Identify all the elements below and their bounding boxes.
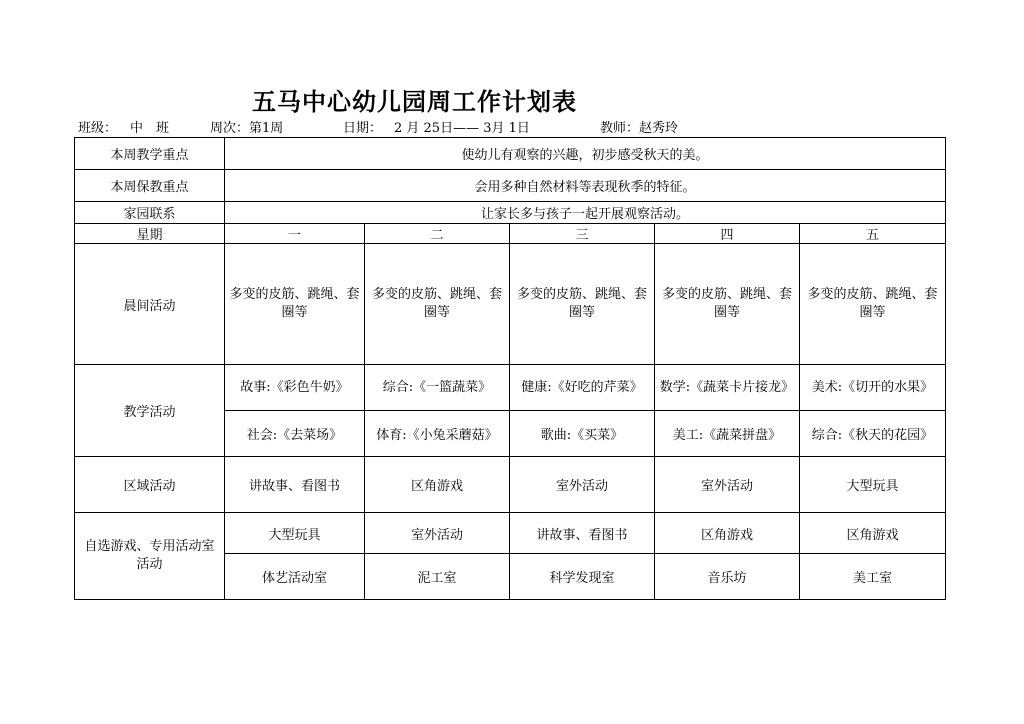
free-play-cell: 讲故事、看图书 bbox=[510, 513, 655, 554]
morning-cell: 多变的皮筋、跳绳、套圈等 bbox=[225, 244, 365, 365]
week-label: 周次：第1周 bbox=[210, 121, 284, 136]
teaching-cell: 故事:《彩色牛奶》 bbox=[225, 365, 365, 411]
table-row bbox=[75, 244, 946, 365]
home-contact-value: 让家长多与孩子一起开展观察活动。 bbox=[225, 202, 946, 224]
teaching-cell: 美术:《切开的水果》 bbox=[800, 365, 946, 411]
table-row bbox=[75, 170, 946, 202]
free-play-cell: 区角游戏 bbox=[800, 513, 946, 554]
teaching-cell: 综合:《一篮蔬菜》 bbox=[365, 365, 510, 411]
free-play-cell: 泥工室 bbox=[365, 554, 510, 600]
teaching-cell: 健康:《好吃的芹菜》 bbox=[510, 365, 655, 411]
free-play-cell: 美工室 bbox=[800, 554, 946, 600]
class-label: 班级： bbox=[78, 121, 118, 136]
teaching-cell: 社会:《去菜场》 bbox=[225, 411, 365, 457]
free-play-cell: 室外活动 bbox=[365, 513, 510, 554]
weekday-2: 二 bbox=[365, 224, 510, 244]
free-play-cell: 区角游戏 bbox=[655, 513, 800, 554]
page-title: 五马中心幼儿园周工作计划表 bbox=[252, 88, 577, 116]
teaching-cell: 综合:《秋天的花园》 bbox=[800, 411, 946, 457]
weekday-3: 三 bbox=[510, 224, 655, 244]
area-cell: 室外活动 bbox=[510, 457, 655, 513]
area-cell: 区角游戏 bbox=[365, 457, 510, 513]
teaching-focus-value: 使幼儿有观察的兴趣，初步感受秋天的美。 bbox=[225, 138, 946, 170]
free-play-cell: 体艺活动室 bbox=[225, 554, 365, 600]
free-play-cell: 科学发现室 bbox=[510, 554, 655, 600]
teaching-cell: 歌曲:《买菜》 bbox=[510, 411, 655, 457]
free-play-cell: 大型玩具 bbox=[225, 513, 365, 554]
weekday-header-label: 星期 bbox=[75, 224, 225, 244]
weekday-4: 四 bbox=[655, 224, 800, 244]
morning-cell: 多变的皮筋、跳绳、套圈等 bbox=[365, 244, 510, 365]
morning-cell: 多变的皮筋、跳绳、套圈等 bbox=[800, 244, 946, 365]
morning-cell: 多变的皮筋、跳绳、套圈等 bbox=[655, 244, 800, 365]
home-contact-label: 家园联系 bbox=[75, 202, 225, 224]
table-row bbox=[75, 138, 946, 170]
weekly-plan-table bbox=[74, 137, 946, 600]
teaching-cell: 美工:《蔬菜拼盘》 bbox=[655, 411, 800, 457]
teaching-focus-label: 本周教学重点 bbox=[75, 138, 225, 170]
free-play-label: 自选游戏、专用活动室活动 bbox=[75, 513, 225, 600]
table-row bbox=[75, 513, 946, 554]
teacher-label: 教师：赵秀玲 bbox=[600, 121, 679, 136]
area-cell: 室外活动 bbox=[655, 457, 800, 513]
table-row bbox=[75, 457, 946, 513]
teaching-label: 教学活动 bbox=[75, 365, 225, 457]
class-value: 中 班 bbox=[130, 121, 170, 136]
date-label: 日期： bbox=[343, 121, 383, 136]
table-row bbox=[75, 224, 946, 244]
free-play-cell: 音乐坊 bbox=[655, 554, 800, 600]
morning-label: 晨间活动 bbox=[75, 244, 225, 365]
teaching-cell: 体育:《小兔采蘑菇》 bbox=[365, 411, 510, 457]
table-row bbox=[75, 202, 946, 224]
morning-cell: 多变的皮筋、跳绳、套圈等 bbox=[510, 244, 655, 365]
area-label: 区域活动 bbox=[75, 457, 225, 513]
teaching-cell: 数学:《蔬菜卡片接龙》 bbox=[655, 365, 800, 411]
weekday-1: 一 bbox=[225, 224, 365, 244]
care-focus-label: 本周保教重点 bbox=[75, 170, 225, 202]
table-row bbox=[75, 365, 946, 411]
care-focus-value: 会用多种自然材料等表现秋季的特征。 bbox=[225, 170, 946, 202]
date-value: 2 月 25日—— 3月 1日 bbox=[394, 121, 530, 136]
weekday-5: 五 bbox=[800, 224, 946, 244]
area-cell: 讲故事、看图书 bbox=[225, 457, 365, 513]
area-cell: 大型玩具 bbox=[800, 457, 946, 513]
